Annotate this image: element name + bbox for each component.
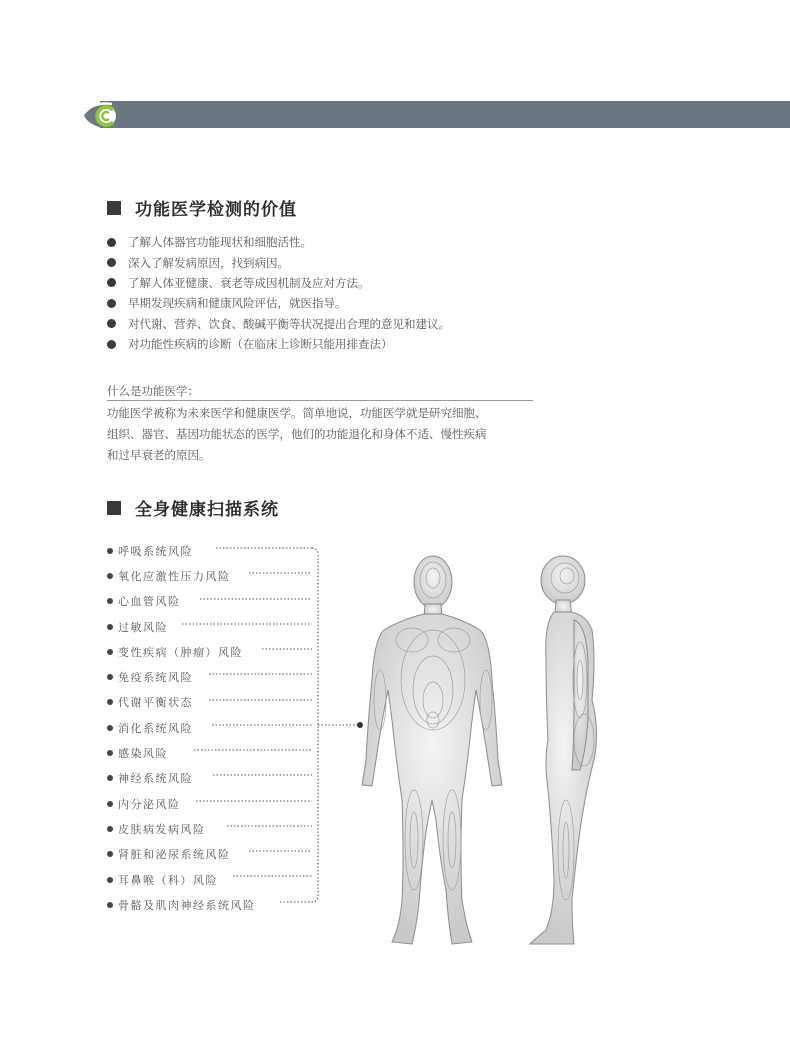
section-title-text: 功能医学检测的价值: [135, 200, 297, 220]
list-item: 早期发现疾病和健康风险评估，就医指导。: [107, 293, 450, 313]
risk-item: 感染风险: [107, 740, 256, 765]
risk-item: 皮肤病发病风险: [107, 816, 256, 841]
risk-item: 氧化应激性压力风险: [107, 563, 256, 588]
list-item: 深入了解发病原因，找到病因。: [107, 252, 450, 272]
list-item: 了解人体器官功能现状和细胞活性。: [107, 232, 450, 252]
section-title-text: 全身健康扫描系统: [135, 500, 279, 520]
front-body-figure: [362, 556, 502, 944]
risk-item: 变性疾病（肿瘤）风险: [107, 639, 256, 664]
risk-item: 骨骼及肌肉神经系统风险: [107, 892, 256, 917]
risk-item: 呼吸系统风险: [107, 538, 256, 563]
list-item: 对功能性疾病的诊断（在临床上诊断只能用排查法）: [107, 334, 450, 354]
risk-item: 代谢平衡状态: [107, 690, 256, 715]
risk-item: 内分泌风险: [107, 791, 256, 816]
what-is-title: 什么是功能医学：: [107, 384, 199, 398]
list-item: 了解人体亚健康、衰老等成因机制及应对方法。: [107, 273, 450, 293]
risk-item: 耳鼻喉（科）风险: [107, 867, 256, 892]
list-item: 对代谢、营养、饮食、酸碱平衡等状况提出合理的意见和建议。: [107, 314, 450, 334]
risk-item: 免疫系统风险: [107, 664, 256, 689]
side-body-figure: [530, 556, 597, 944]
body-line: 和过早衰老的原因。: [107, 448, 211, 462]
risk-item: 神经系统风险: [107, 766, 256, 791]
body-line: 功能医学被称为未来医学和健康医学。简单地说，功能医学就是研究细胞、: [107, 406, 487, 420]
leader-lines: [182, 548, 358, 902]
body-line: 组织、器官、基因功能状态的医学，他们的功能退化和身体不适、慢性疾病: [107, 427, 487, 441]
risk-item: 肾脏和泌尿系统风险: [107, 842, 256, 867]
risk-item: 心血管风险: [107, 589, 256, 614]
risk-item: 消化系统风险: [107, 715, 256, 740]
risk-item: 过敏风险: [107, 614, 256, 639]
pointer-dot: [357, 722, 363, 728]
